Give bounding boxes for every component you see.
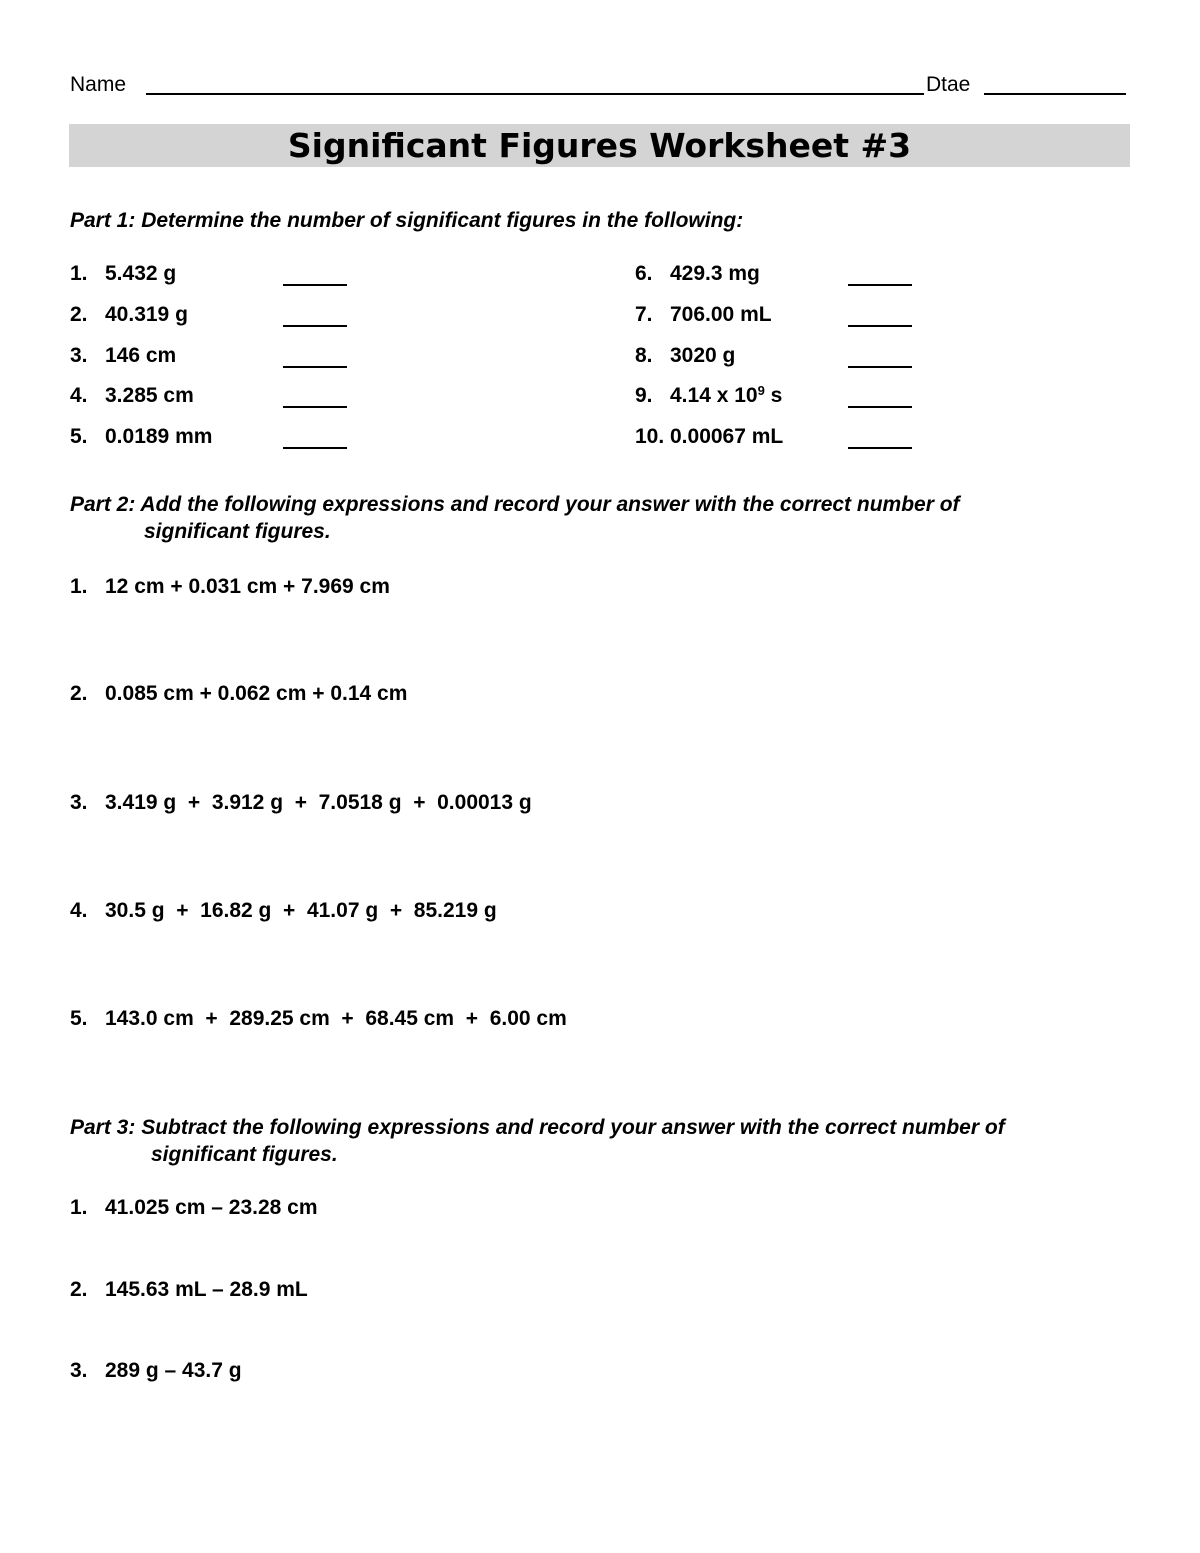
date-label: Dtae xyxy=(926,73,971,96)
item-number: 10. xyxy=(635,425,665,448)
answer-blank[interactable] xyxy=(283,406,347,408)
item-expression: 41.025 cm – 23.28 cm xyxy=(105,1196,318,1219)
answer-blank[interactable] xyxy=(848,447,912,449)
item-number: 4. xyxy=(70,384,88,407)
answer-blank[interactable] xyxy=(283,325,347,327)
item-value xyxy=(670,384,782,408)
item-value: 40.319 g xyxy=(105,303,188,326)
item-value: 3020 g xyxy=(670,344,736,367)
item-value: 146 cm xyxy=(105,344,177,367)
item-number: 5. xyxy=(70,425,88,448)
header-row xyxy=(70,73,1128,99)
item-expression: 30.5 g + 16.82 g + 41.07 g + 85.219 g xyxy=(105,899,497,922)
value-base: 4.14 x 10 xyxy=(670,384,758,407)
page-title: Significant Figures Worksheet #3 xyxy=(287,126,912,165)
item-number: 1. xyxy=(70,1196,88,1219)
answer-blank[interactable] xyxy=(283,366,347,368)
item-value: 3.285 cm xyxy=(105,384,194,407)
answer-blank[interactable] xyxy=(283,284,347,286)
item-expression: 289 g – 43.7 g xyxy=(105,1359,242,1382)
item-expression: 0.085 cm + 0.062 cm + 0.14 cm xyxy=(105,682,408,705)
item-number: 6. xyxy=(635,262,653,285)
part3-instruction-cont: significant figures. xyxy=(151,1143,338,1166)
answer-blank[interactable] xyxy=(848,406,912,408)
part3-instruction: Part 3: Subtract the following expressions and record your answer with the correct number of xyxy=(70,1116,1005,1139)
answer-blank[interactable] xyxy=(848,284,912,286)
name-field[interactable] xyxy=(146,93,924,95)
item-number: 8. xyxy=(635,344,653,367)
item-expression: 3.419 g + 3.912 g + 7.0518 g + 0.00013 g xyxy=(105,791,532,814)
date-field[interactable] xyxy=(984,93,1126,95)
item-number: 2. xyxy=(70,682,88,705)
exponent: 9 xyxy=(757,383,765,398)
item-number: 4. xyxy=(70,899,88,922)
item-value: 706.00 mL xyxy=(670,303,772,326)
item-expression: 12 cm + 0.031 cm + 7.969 cm xyxy=(105,575,390,598)
item-number: 5. xyxy=(70,1007,88,1030)
part2-instruction-cont: significant figures. xyxy=(144,520,331,543)
item-value: 0.0189 mm xyxy=(105,425,213,448)
answer-blank[interactable] xyxy=(848,325,912,327)
item-value: 5.432 g xyxy=(105,262,177,285)
item-number: 2. xyxy=(70,1278,88,1301)
item-number: 2. xyxy=(70,303,88,326)
item-number: 3. xyxy=(70,791,88,814)
item-expression: 143.0 cm + 289.25 cm + 68.45 cm + 6.00 cm xyxy=(105,1007,567,1030)
item-number: 3. xyxy=(70,1359,88,1382)
item-number: 1. xyxy=(70,262,88,285)
item-number: 7. xyxy=(635,303,653,326)
item-value: 429.3 mg xyxy=(670,262,760,285)
part2-instruction: Part 2: Add the following expressions and record your answer with the correct number of xyxy=(70,493,960,516)
title-banner xyxy=(69,124,1130,167)
item-expression: 145.63 mL – 28.9 mL xyxy=(105,1278,308,1301)
item-number: 9. xyxy=(635,384,653,407)
answer-blank[interactable] xyxy=(283,447,347,449)
item-number: 3. xyxy=(70,344,88,367)
value-unit: s xyxy=(764,384,783,407)
answer-blank[interactable] xyxy=(848,366,912,368)
item-number: 1. xyxy=(70,575,88,598)
name-label: Name xyxy=(70,73,127,96)
part1-instruction: Part 1: Determine the number of significant figures in the following: xyxy=(70,209,744,232)
item-value: 0.00067 mL xyxy=(670,425,784,448)
